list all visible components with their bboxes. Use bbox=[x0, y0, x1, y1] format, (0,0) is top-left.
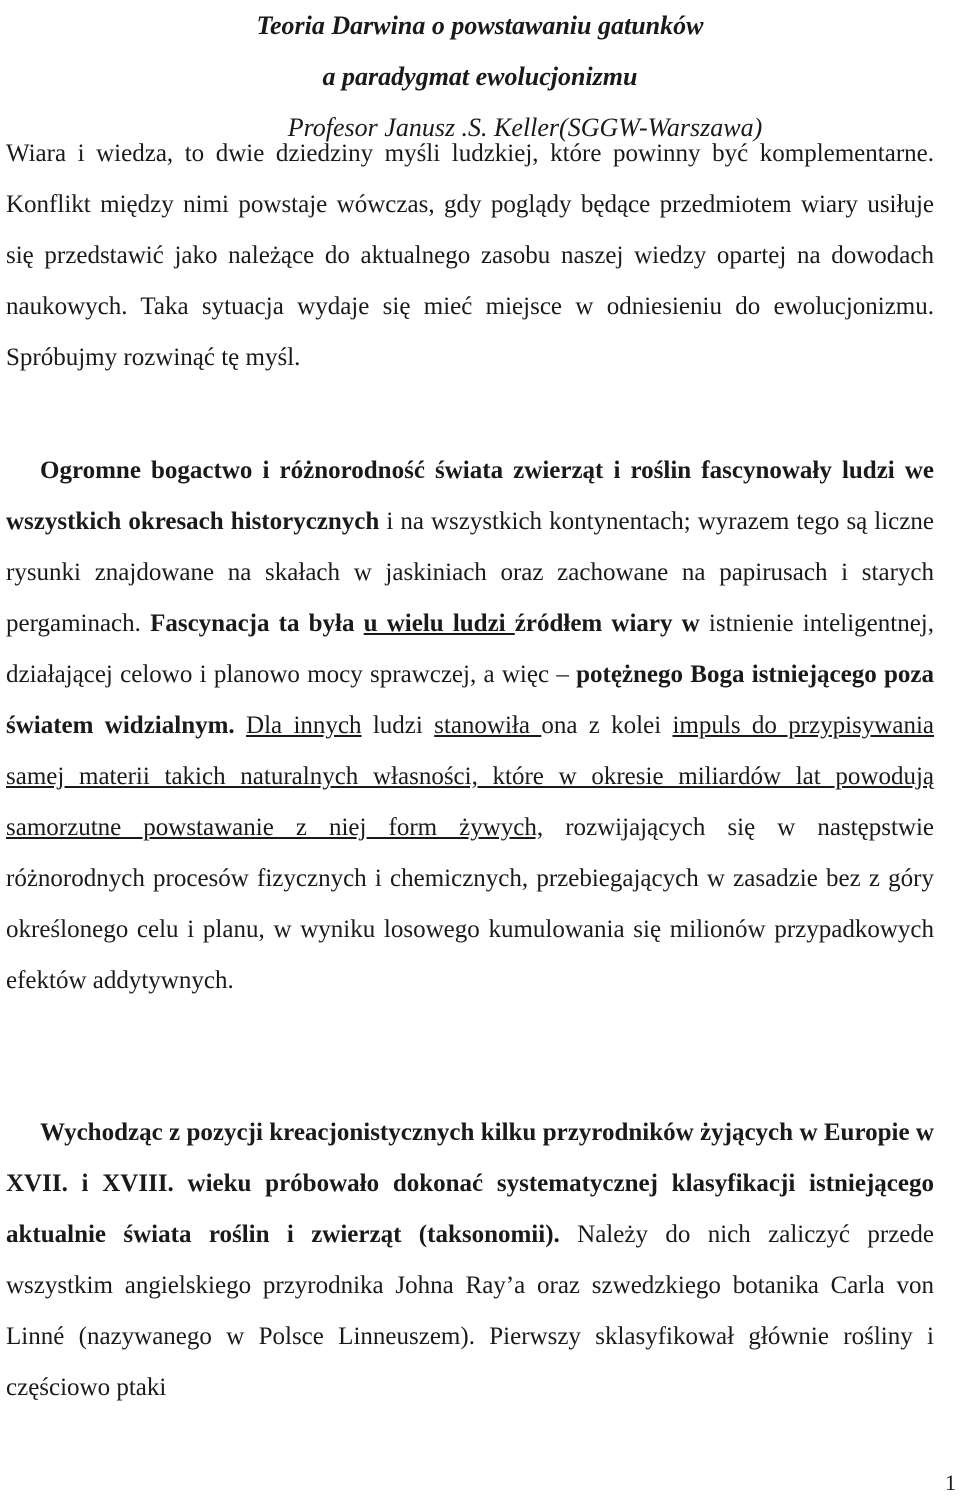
text-bold-underlined: u wielu ludzi bbox=[363, 610, 515, 637]
text-bold: Ogromne bogactwo i różnorodność świata zwierząt i roślin fascynowały ludzi we wszystkich okresach historycznych bbox=[6, 457, 934, 535]
text-regular: i na wszystkich kontynentach; wyrazem tego są liczne rysunki znajdowane na skałach w jaskiniach oraz zachowane na papirusach i starych pergaminach. bbox=[6, 508, 934, 637]
text-bold: Wychodząc z pozycji kreacjonistycznych kilku przyrodników żyjących w Europie w XVII. i XVIII. wieku próbowało dokonać systematycznej klasyfikacji istniejącego aktualnie świata roślin i zwierząt (taksonomii). bbox=[6, 1119, 934, 1248]
text-underlined: Dla innych bbox=[246, 712, 362, 739]
text-regular: istnienie inteligentnej, działającej celowo i planowo mocy sprawczej, a więc – bbox=[6, 610, 934, 688]
paragraph-diversity bbox=[6, 445, 934, 1006]
text-underlined: stanowiła bbox=[434, 712, 542, 739]
paragraph-intro: Wiara i wiedza, to dwie dziedziny myśli ludzkiej, które powinny być komplementarne. Konflikt między nimi powstaje wówczas, gdy poglądy będące przedmiotem wiary usiłuje się przedstawić jako należące do aktualnego zasobu naszej wiedzy opartej na dowodach naukowych. Taka sytuacja wydaje się mieć miejsce w odniesieniu do ewolucjonizmu. Spróbujmy rozwinąć tę myśl. bbox=[6, 140, 934, 371]
text-underlined: impuls do przypisywania samej materii takich naturalnych własności, które w okresie miliardów lat powodują samorzutne powstawanie z niej form żywych, bbox=[6, 712, 934, 841]
text-regular: ona z kolei bbox=[541, 712, 673, 739]
text-regular: ludzi bbox=[361, 712, 435, 739]
title-line-1: Teoria Darwina o powstawaniu gatunków bbox=[256, 11, 704, 40]
text-regular: rozwijających się w następstwie różnorodnych procesów fizycznych i chemicznych, przebiegających w zasadzie bez z góry określonego celu i planu, w wyniku losowego kumulowania się milionów przypadkowych efektów addytywnych. bbox=[6, 814, 934, 994]
title-line-2: a paradygmat ewolucjonizmu bbox=[322, 62, 638, 91]
text-regular bbox=[235, 712, 246, 739]
author-line: Profesor Janusz .S. Keller(SGGW-Warszawa) bbox=[287, 113, 763, 142]
text-bold: źródłem wiary w bbox=[514, 610, 700, 637]
paragraph-taxonomy bbox=[6, 1107, 934, 1413]
text-bold: potężnego Boga istniejącego poza światem widzialnym. bbox=[6, 661, 934, 739]
page-number: 1 bbox=[945, 1470, 956, 1495]
text-bold: Fascynacja ta była bbox=[150, 610, 364, 637]
text-regular: Należy do nich zaliczyć przede wszystkim angielskiego przyrodnika Johna Ray’a oraz szwedzkiego botanika Carla von Linné (nazywanego w Polsce Linneuszem). Pierwszy sklasyfikował głównie rośliny i częściowo ptaki bbox=[6, 1221, 934, 1401]
